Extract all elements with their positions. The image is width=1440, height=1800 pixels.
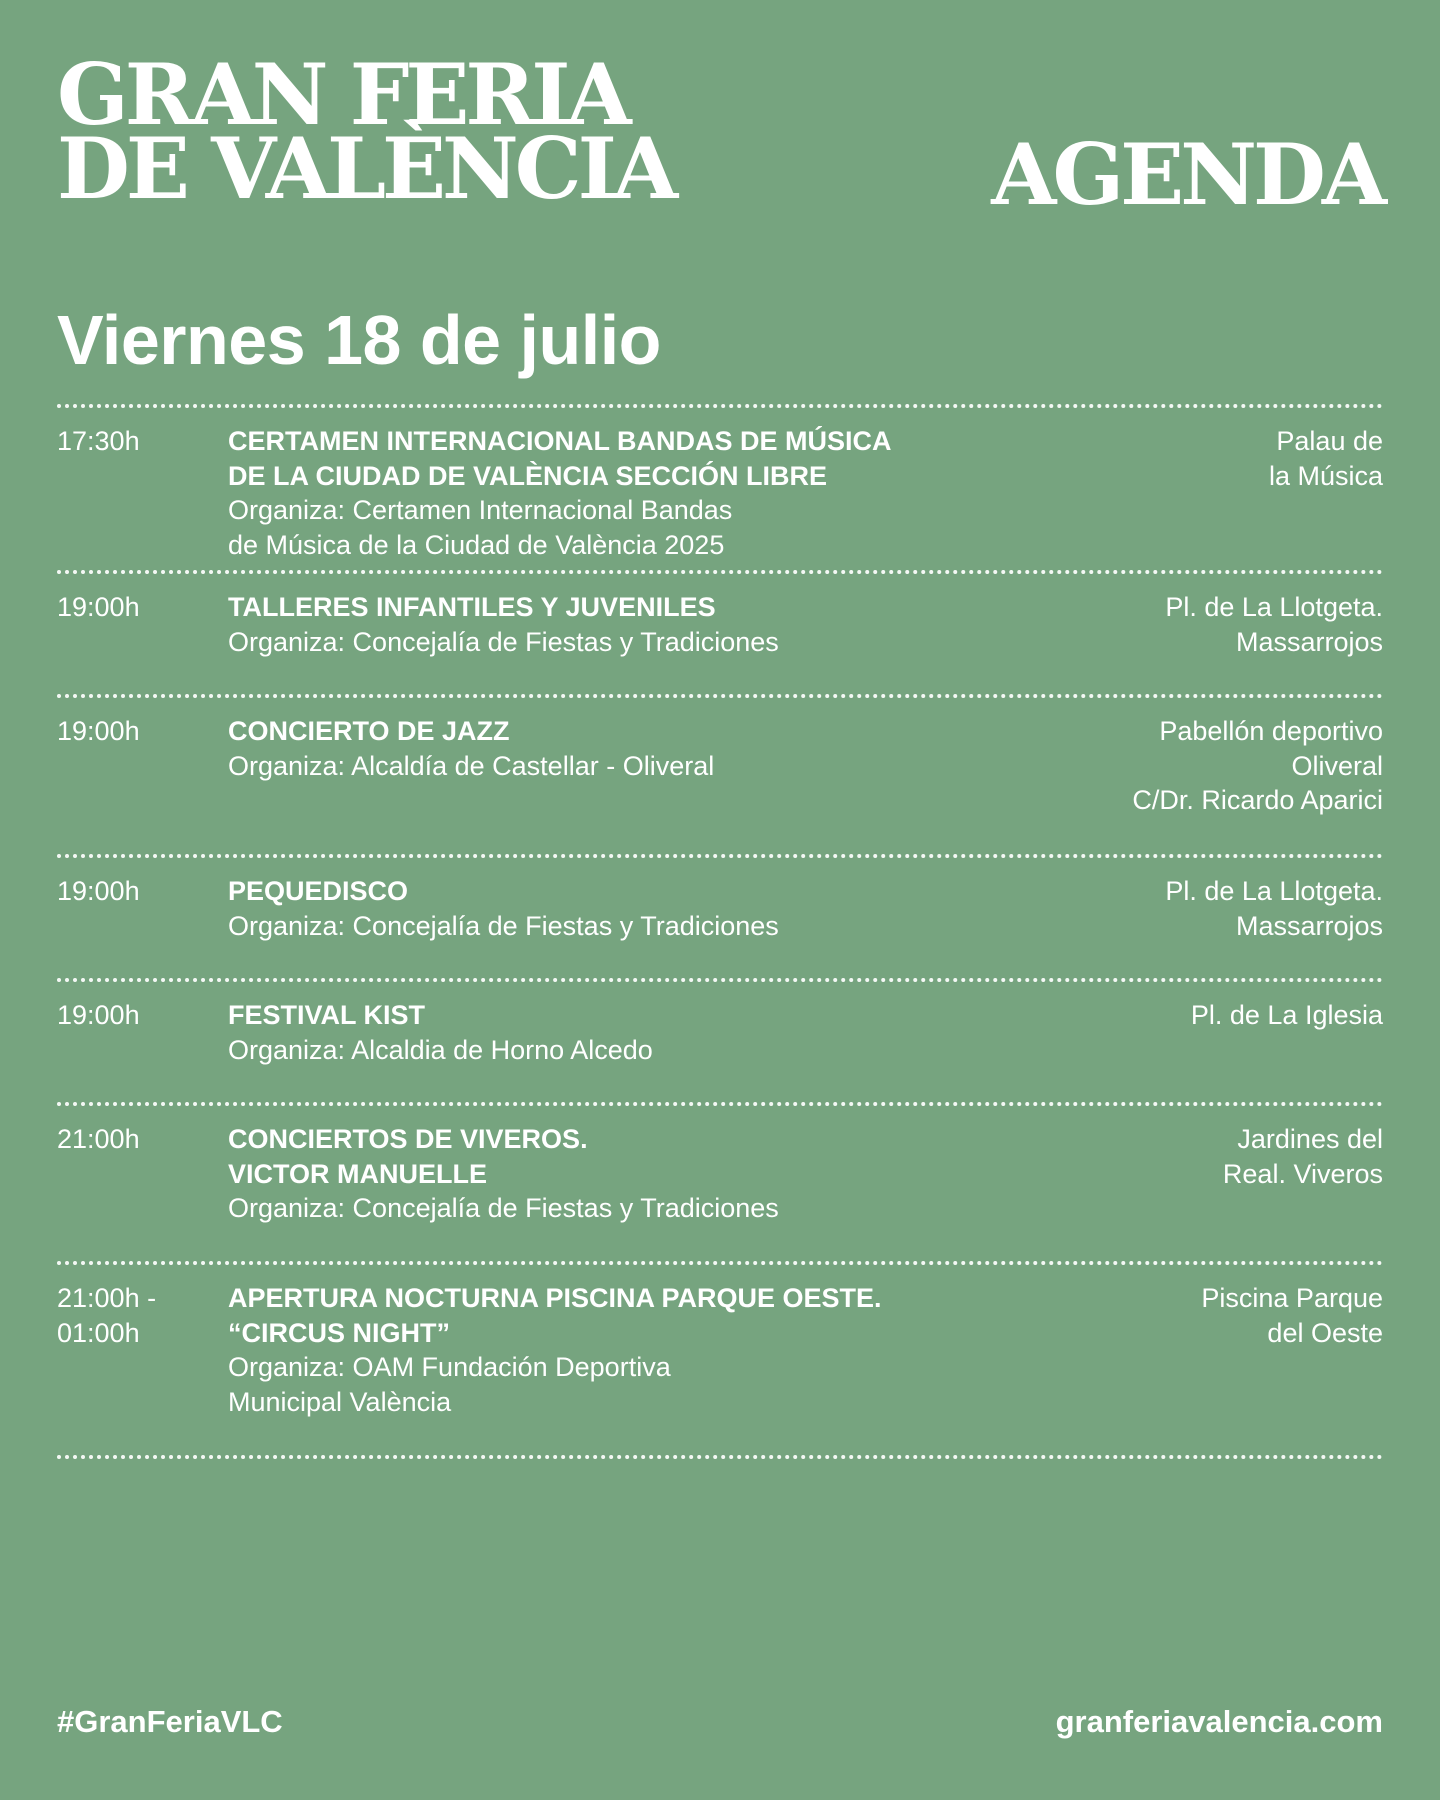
event-organizer: Organiza: OAM Fundación Deportiva Municipal València: [228, 1352, 671, 1417]
event-row: [57, 982, 1383, 1102]
event-details: [228, 998, 988, 1102]
event-place: Pl. de La Llotgeta. Massarrojos: [1165, 592, 1383, 657]
brand-line-2: DE VALÈNCIA: [57, 119, 675, 218]
event-details: [228, 714, 988, 854]
event-time: 19:00h: [57, 876, 140, 906]
event-place: Jardines del Real. Viveros: [1222, 1124, 1383, 1189]
agenda-poster: [57, 0, 1383, 1800]
event-time: 17:30h: [57, 426, 140, 456]
event-title: CONCIERTO DE JAZZ: [228, 716, 510, 746]
event-time: 21:00h - 01:00h: [57, 1283, 157, 1348]
brand-line-1: GRAN FERIA: [57, 45, 628, 144]
event-details: [228, 1281, 988, 1455]
day-title: Viernes 18 de julio: [57, 301, 661, 379]
event-time: 19:00h: [57, 592, 140, 622]
event-details: [228, 424, 988, 570]
event-organizer: Organiza: Concejalía de Fiestas y Tradiciones: [228, 910, 779, 941]
event-details: [228, 874, 988, 978]
event-time: 19:00h: [57, 1000, 140, 1030]
event-place: Pl. de La Iglesia: [1190, 1000, 1383, 1030]
event-row: [57, 1106, 1383, 1261]
event-title: APERTURA NOCTURNA PISCINA PARQUE OESTE. “CIRCUS NIGHT”: [228, 1283, 882, 1348]
event-row: [57, 858, 1383, 978]
event-time: 21:00h: [57, 1124, 140, 1154]
event-organizer: Organiza: Concejalía de Fiestas y Tradiciones: [228, 626, 779, 657]
hashtag-text: #GranFeriaVLC: [57, 1704, 283, 1739]
event-place: Palau de la Música: [1268, 426, 1383, 491]
event-organizer: Organiza: Alcaldia de Horno Alcedo: [228, 1034, 653, 1065]
event-row: [57, 1265, 1383, 1455]
event-time: 19:00h: [57, 716, 140, 746]
event-organizer: Organiza: Concejalía de Fiestas y Tradiciones: [228, 1193, 779, 1223]
event-row: [57, 408, 1383, 570]
agenda-list: [57, 404, 1383, 1459]
event-title: CONCIERTOS DE VIVEROS. VICTOR MANUELLE: [228, 1124, 588, 1189]
event-place: Piscina Parque del Oeste: [1201, 1283, 1383, 1348]
event-organizer: Organiza: Alcaldía de Castellar - Oliveral: [228, 750, 715, 781]
event-title: FESTIVAL KIST: [228, 1000, 426, 1030]
event-details: [228, 1122, 988, 1261]
website-text: granferiavalencia.com: [1055, 1704, 1383, 1739]
event-place: Pl. de La Llotgeta. Massarrojos: [1165, 876, 1383, 941]
event-row: [57, 698, 1383, 854]
event-organizer: Organiza: Certamen Internacional Bandas de Música de la Ciudad de València 2025: [228, 495, 733, 560]
event-title: CERTAMEN INTERNACIONAL BANDAS DE MÚSICA DE LA CIUDAD DE VALÈNCIA SECCIÓN LIBRE: [228, 426, 892, 491]
event-title: TALLERES INFANTILES Y JUVENILES: [228, 592, 716, 622]
event-row: [57, 574, 1383, 694]
event-title: PEQUEDISCO: [228, 876, 409, 906]
dotted-divider: [57, 1455, 1383, 1459]
brand-logo: [57, 45, 675, 218]
event-details: [228, 590, 988, 694]
event-place: Pabellón deportivo Oliveral C/Dr. Ricardo Aparici: [1132, 716, 1383, 815]
agenda-title: AGENDA: [991, 125, 1383, 224]
